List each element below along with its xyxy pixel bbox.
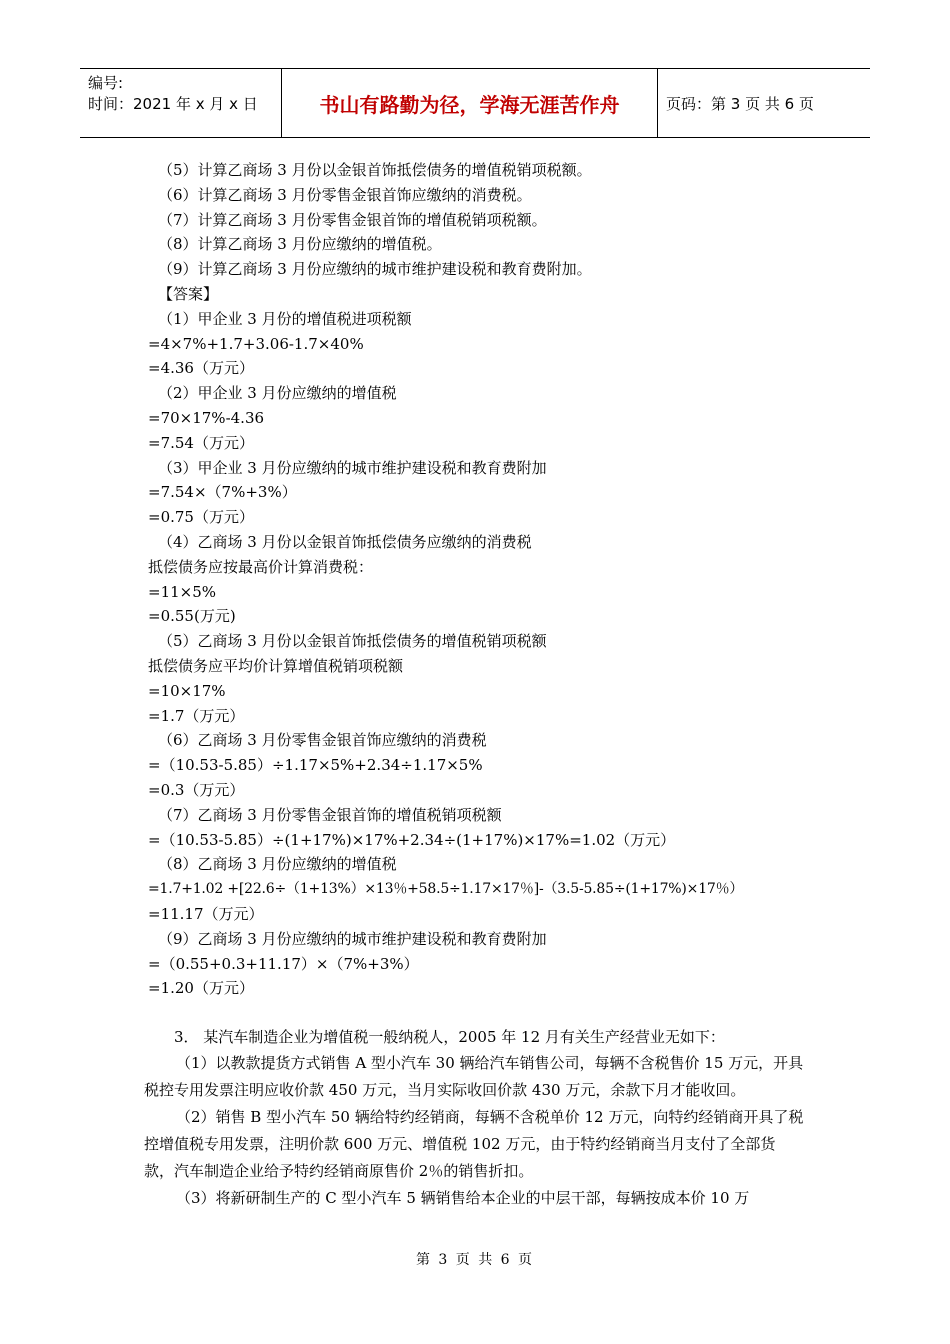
question-3-intro: 3． 某汽车制造企业为增值税一般纳税人，2005 年 12 月有关生产经营业无如下： (174, 1028, 725, 1047)
note-line: 抵偿债务应平均价计算增值税销项税额 (148, 656, 404, 675)
answer-line: （3）甲企业 3 月份应缴纳的城市维护建设税和教育费附加 (158, 458, 547, 477)
answer-line: （8）乙商场 3 月份应缴纳的增值税 (158, 855, 397, 874)
document-date-label: 时间：2021 年 x 月 x 日 (88, 95, 258, 113)
answer-line: （2）甲企业 3 月份应缴纳的增值税 (158, 384, 397, 403)
header-page-number: 页码：第 3 页 共 6 页 (666, 94, 814, 113)
header-motto: 书山有路勤为径，学海无涯苦作舟 (282, 69, 658, 137)
note-line: 抵偿债务应按最高价计算消费税： (148, 557, 374, 576)
question-line: （5）计算乙商场 3 月份以金银首饰抵偿债务的增值税销项税额。 (158, 161, 592, 179)
answer-line: （6）乙商场 3 月份零售金银首饰应缴纳的消费税 (158, 731, 487, 750)
formula-line: =1.7+1.02 +[22.6÷（1+13%）×13％+58.5÷1.17×17％]-（3.5-5.85÷(1+17%)×17％） (148, 881, 744, 898)
question-line: （7）计算乙商场 3 月份零售金银首饰的增值税销项税额。 (158, 210, 547, 229)
page-footer: 第 3 页 共 6 页 (415, 1252, 535, 1268)
result-line: =4.36（万元） (148, 359, 254, 378)
formula-line: =（10.53-5.85）÷(1+17%)×17%+2.34÷(1+17%)×17%=1.02（万元） (148, 830, 676, 849)
formula-line: =11×5% (148, 582, 217, 601)
formula-line: =（10.53-5.85）÷1.17×5%+2.34÷1.17×5% (148, 756, 483, 775)
answer-line: （4）乙商场 3 月份以金银首饰抵偿债务应缴纳的消费税 (158, 532, 532, 551)
question-3-item-1: （1）以教款提货方式销售 A 型小汽车 30 辆给汽车销售公司，每辆不含税售价 15 万元，开具税控专用发票注明应收价款 450 万元，当月实际收回价款 430 万元，余款下月才能收回。 (144, 1053, 804, 1099)
document-number-label: 编号: (88, 74, 124, 92)
header-meta (80, 69, 282, 137)
document-header (80, 68, 870, 138)
result-line: =1.20（万元） (148, 979, 254, 998)
formula-line: =4×7%+1.7+3.06-1.7×40% (148, 334, 364, 353)
answer-line: （9）乙商场 3 月份应缴纳的城市维护建设税和教育费附加 (158, 929, 547, 948)
question-3-item-2: （2）销售 B 型小汽车 50 辆给特约经销商，每辆不含税单价 12 万元，向特约经销商开具了税控增值税专用发票，注明价款 600 万元、增值税 102 万元，由于特约经销商当月支付了全部货款，汽车制造企业给予特约经销商原售价 2％的销售折扣。 (144, 1107, 804, 1180)
result-line: =7.54（万元） (148, 433, 254, 452)
question-line: （8）计算乙商场 3 月份应缴纳的增值税。 (158, 235, 442, 254)
question-3-item-3: （3）将新研制生产的 C 型小汽车 5 辆销售给本企业的中层干部，每辆按成本价 10 万 (176, 1188, 750, 1207)
answer-line: （5）乙商场 3 月份以金银首饰抵偿债务的增值税销项税额 (158, 632, 547, 651)
result-line: =1.7（万元） (148, 706, 245, 725)
answer-line: （1）甲企业 3 月份的增值税进项税额 (158, 309, 412, 328)
answer-heading: 【答案】 (158, 284, 219, 303)
paragraph-gap (158, 1001, 818, 1025)
question-line: （6）计算乙商场 3 月份零售金银首饰应缴纳的消费税。 (158, 185, 532, 204)
result-line: =0.55(万元) (148, 607, 236, 626)
formula-line: =70×17%-4.36 (148, 408, 265, 427)
answer-line: （7）乙商场 3 月份零售金银首饰的增值税销项税额 (158, 805, 502, 824)
formula-line: =10×17% (148, 681, 226, 700)
result-line: =11.17（万元） (148, 904, 264, 923)
question-line: （9）计算乙商场 3 月份应缴纳的城市维护建设税和教育费附加。 (158, 260, 592, 279)
formula-line: =7.54×（7%+3%） (148, 483, 297, 502)
result-line: =0.75（万元） (148, 508, 254, 527)
document-body (144, 158, 818, 1212)
formula-line: =（0.55+0.3+11.17）×（7%+3%） (148, 954, 419, 973)
result-line: =0.3（万元） (148, 780, 245, 799)
